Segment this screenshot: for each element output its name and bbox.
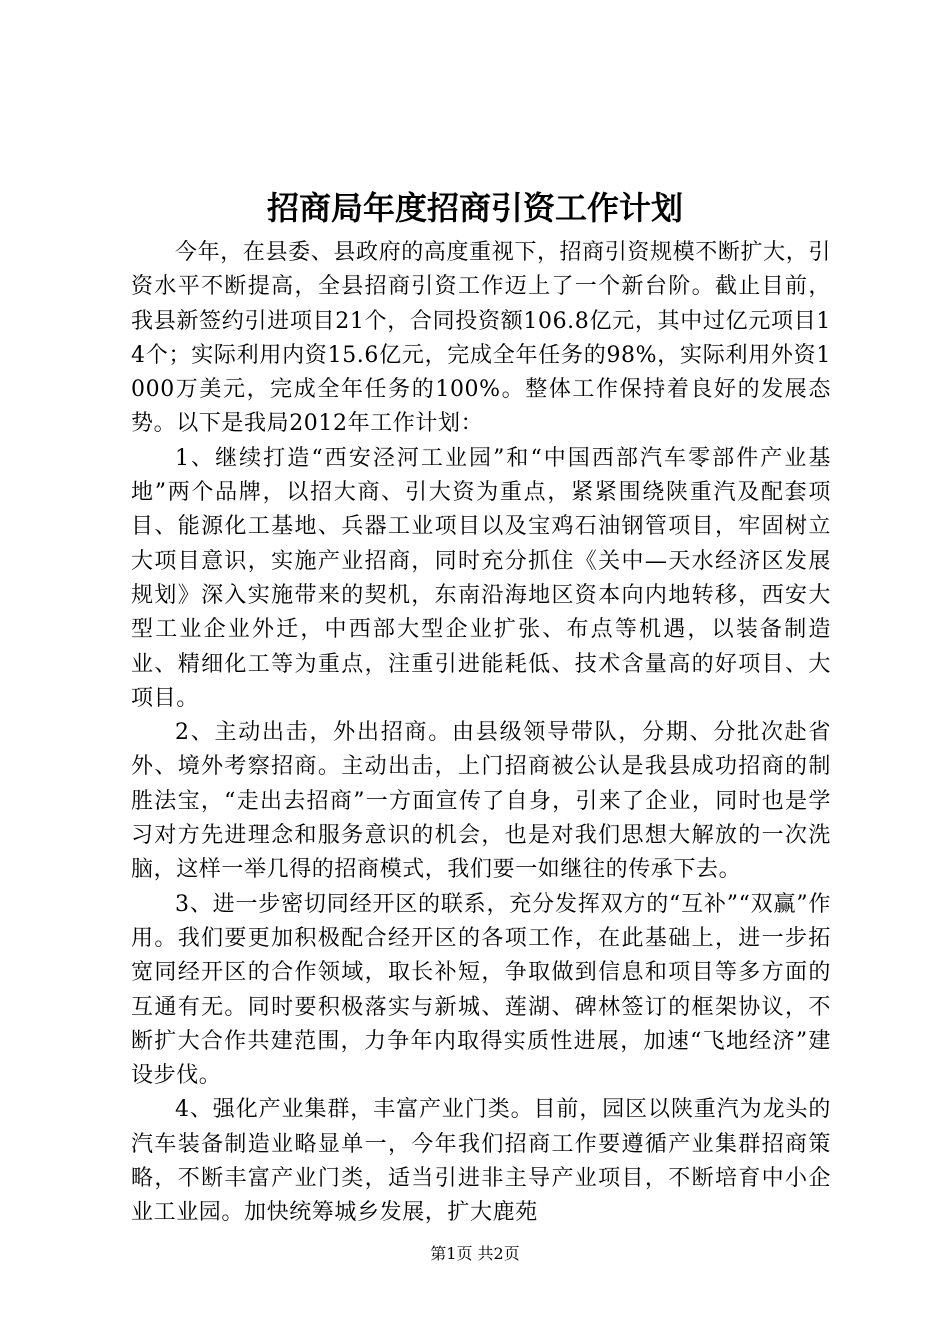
paragraph-intro: 今年，在县委、县政府的高度重视下，招商引资规模不断扩大，引资水平不断提高，全县招商引资工作迈上了一个新台阶。截止目前，我县新签约引进项目21个，合同投资额106.8亿元，其中过亿元项目14个；实际利用内资15.6亿元，完成全年任务的98%，实际利用外资1000万美元，完成全年任务的100%。整体工作保持着良好的发展态势。以下是我局2012年工作计划： bbox=[131, 240, 831, 437]
document-title: 招商局年度招商引资工作计划 bbox=[266, 189, 683, 227]
paragraph-item-3: 3、进一步密切同经开区的联系，充分发挥双方的“互补”“双赢”作用。我们要更加积极配合经开区的各项工作，在此基础上，进一步拓宽同经开区的合作领域，取长补短，争取做到信息和项目等多方面的互通有无。同时要积极落实与新城、莲湖、碑林签订的框架协议，不断扩大合作共建范围，力争年内取得实质性进展，加速“飞地经济”建设步伐。 bbox=[131, 891, 831, 1089]
page-footer: 第1页 共2页 bbox=[430, 1244, 520, 1263]
paragraph-item-4: 4、强化产业集群，丰富产业门类。目前，园区以陕重汽为龙头的汽车装备制造业略显单一，今年我们招商工作要遵循产业集群招商策略，不断丰富产业门类，适当引进非主导产业项目，不断培育中小企业工业园。加快统筹城乡发展，扩大鹿苑 bbox=[131, 1097, 831, 1226]
paragraph-item-2: 2、主动出击，外出招商。由县级领导带队，分期、分批次赴省外、境外考察招商。主动出击，上门招商被公认是我县成功招商的制胜法宝，“走出去招商”一方面宣传了自身，引来了企业，同时也是学习对方先进理念和服务意识的机会，也是对我们思想大解放的一次洗脑，这样一举几得的招商模式，我们要一如继往的传承下去。 bbox=[131, 720, 831, 883]
paragraph-item-1: 1、继续打造“西安泾河工业园”和“中国西部汽车零部件产业基地”两个品牌，以招大商、引大资为重点，紧紧围绕陕重汽及配套项目、能源化工基地、兵器工业项目以及宝鸡石油钢管项目，牢固树立大项目意识，实施产业招商，同时充分抓住《关中—天水经济区发展规划》深入实施带来的契机，东南沿海地区资本向内地转移，西安大型工业企业外迁，中西部大型企业扩张、布点等机遇，以装备制造业、精细化工等为重点，注重引进能耗低、技术含量高的好项目、大项目。 bbox=[131, 445, 831, 711]
document-body bbox=[131, 236, 831, 1231]
